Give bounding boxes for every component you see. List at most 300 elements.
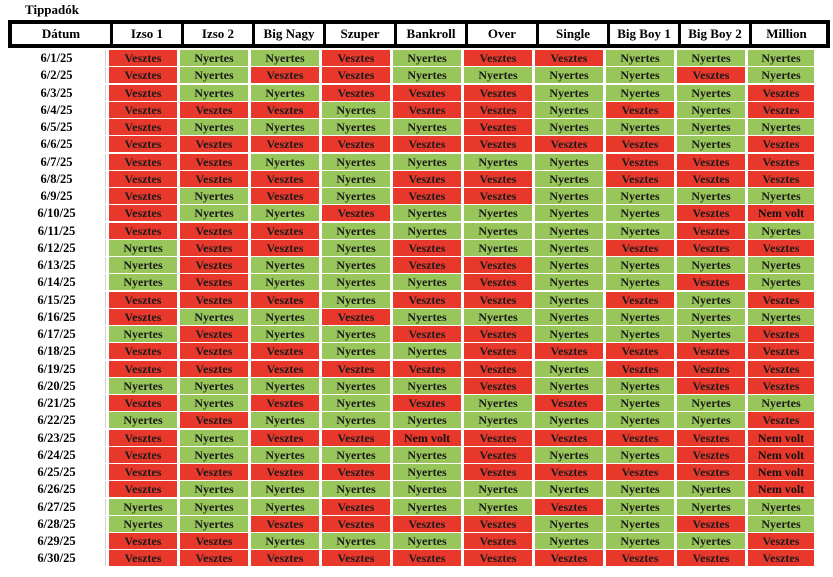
result-cell[interactable]: Vesztes xyxy=(677,447,745,463)
result-cell[interactable]: Vesztes xyxy=(677,343,745,359)
result-cell[interactable]: Vesztes xyxy=(109,481,177,497)
result-cell[interactable]: Nyertes xyxy=(606,67,674,83)
result-cell[interactable]: Nyertes xyxy=(606,223,674,239)
result-cell[interactable]: Nyertes xyxy=(322,326,390,342)
result-cell[interactable]: Nyertes xyxy=(677,481,745,497)
result-cell[interactable]: Vesztes xyxy=(464,274,532,290)
result-cell[interactable]: Vesztes xyxy=(393,361,461,377)
result-cell[interactable]: Vesztes xyxy=(251,171,319,187)
column-header[interactable]: Izso 1 xyxy=(113,24,184,44)
result-cell[interactable]: Vesztes xyxy=(180,102,248,118)
result-cell[interactable]: Vesztes xyxy=(464,188,532,204)
result-cell[interactable]: Nyertes xyxy=(748,223,814,239)
result-cell[interactable]: Vesztes xyxy=(606,343,674,359)
result-cell[interactable]: Vesztes xyxy=(180,326,248,342)
result-cell[interactable]: Nyertes xyxy=(535,257,603,273)
result-cell[interactable]: Nyertes xyxy=(322,119,390,135)
result-cell[interactable]: Vesztes xyxy=(677,154,745,170)
date-cell[interactable]: 6/16/25 xyxy=(8,309,106,325)
result-cell[interactable]: Nyertes xyxy=(251,274,319,290)
result-cell[interactable]: Nyertes xyxy=(109,274,177,290)
result-cell[interactable]: Nyertes xyxy=(464,481,532,497)
result-cell[interactable]: Nyertes xyxy=(677,292,745,308)
result-cell[interactable]: Nyertes xyxy=(606,257,674,273)
result-cell[interactable]: Nyertes xyxy=(109,326,177,342)
result-cell[interactable]: Vesztes xyxy=(322,67,390,83)
result-cell[interactable]: Nem volt xyxy=(748,447,814,463)
result-cell[interactable]: Vesztes xyxy=(109,533,177,549)
result-cell[interactable]: Nyertes xyxy=(606,274,674,290)
result-cell[interactable]: Nyertes xyxy=(535,292,603,308)
date-cell[interactable]: 6/23/25 xyxy=(8,430,106,446)
date-cell[interactable]: 6/22/25 xyxy=(8,412,106,428)
result-cell[interactable]: Nyertes xyxy=(535,412,603,428)
result-cell[interactable]: Vesztes xyxy=(322,136,390,152)
result-cell[interactable]: Vesztes xyxy=(251,223,319,239)
result-cell[interactable]: Nyertes xyxy=(393,499,461,515)
result-cell[interactable]: Nyertes xyxy=(251,50,319,66)
result-cell[interactable]: Nyertes xyxy=(393,343,461,359)
result-cell[interactable]: Nyertes xyxy=(393,50,461,66)
result-cell[interactable]: Vesztes xyxy=(606,292,674,308)
result-cell[interactable]: Nyertes xyxy=(109,240,177,256)
result-cell[interactable]: Nyertes xyxy=(748,257,814,273)
result-cell[interactable]: Vesztes xyxy=(393,188,461,204)
result-cell[interactable]: Nyertes xyxy=(535,378,603,394)
result-cell[interactable]: Nyertes xyxy=(535,154,603,170)
result-cell[interactable]: Vesztes xyxy=(322,499,390,515)
result-cell[interactable]: Vesztes xyxy=(748,550,814,566)
result-cell[interactable]: Nyertes xyxy=(606,205,674,221)
result-cell[interactable]: Vesztes xyxy=(322,361,390,377)
date-cell[interactable]: 6/30/25 xyxy=(8,550,106,566)
result-cell[interactable]: Vesztes xyxy=(251,292,319,308)
result-cell[interactable]: Nyertes xyxy=(535,533,603,549)
result-cell[interactable]: Nyertes xyxy=(322,240,390,256)
result-cell[interactable]: Vesztes xyxy=(109,136,177,152)
result-cell[interactable]: Nyertes xyxy=(677,533,745,549)
result-cell[interactable]: Nyertes xyxy=(748,67,814,83)
result-cell[interactable]: Nyertes xyxy=(180,50,248,66)
result-cell[interactable]: Vesztes xyxy=(464,378,532,394)
result-cell[interactable]: Vesztes xyxy=(109,447,177,463)
result-cell[interactable]: Nyertes xyxy=(251,119,319,135)
result-cell[interactable]: Vesztes xyxy=(109,50,177,66)
result-cell[interactable]: Nyertes xyxy=(677,395,745,411)
result-cell[interactable]: Nyertes xyxy=(109,378,177,394)
result-cell[interactable]: Nyertes xyxy=(464,67,532,83)
result-cell[interactable]: Vesztes xyxy=(748,361,814,377)
result-cell[interactable]: Nyertes xyxy=(677,257,745,273)
result-cell[interactable]: Nyertes xyxy=(322,533,390,549)
result-cell[interactable]: Vesztes xyxy=(393,171,461,187)
result-cell[interactable]: Vesztes xyxy=(748,533,814,549)
result-cell[interactable]: Vesztes xyxy=(393,257,461,273)
result-cell[interactable]: Vesztes xyxy=(251,343,319,359)
result-cell[interactable]: Nyertes xyxy=(322,223,390,239)
result-cell[interactable]: Vesztes xyxy=(464,361,532,377)
result-cell[interactable]: Nyertes xyxy=(322,257,390,273)
result-cell[interactable]: Vesztes xyxy=(535,50,603,66)
result-cell[interactable]: Vesztes xyxy=(748,343,814,359)
result-cell[interactable]: Nyertes xyxy=(748,499,814,515)
result-cell[interactable]: Vesztes xyxy=(322,464,390,480)
result-cell[interactable]: Vesztes xyxy=(393,516,461,532)
result-cell[interactable]: Vesztes xyxy=(464,85,532,101)
result-cell[interactable]: Nyertes xyxy=(322,481,390,497)
result-cell[interactable]: Nem volt xyxy=(393,430,461,446)
column-header[interactable]: Bankroll xyxy=(397,24,468,44)
result-cell[interactable]: Nyertes xyxy=(606,378,674,394)
result-cell[interactable]: Vesztes xyxy=(606,550,674,566)
column-header[interactable]: Big Boy 1 xyxy=(610,24,681,44)
result-cell[interactable]: Vesztes xyxy=(393,240,461,256)
date-cell[interactable]: 6/7/25 xyxy=(8,154,106,170)
result-cell[interactable]: Vesztes xyxy=(748,378,814,394)
result-cell[interactable]: Nyertes xyxy=(251,412,319,428)
result-cell[interactable]: Nyertes xyxy=(393,378,461,394)
result-cell[interactable]: Vesztes xyxy=(748,412,814,428)
result-cell[interactable]: Vesztes xyxy=(393,326,461,342)
date-cell[interactable]: 6/19/25 xyxy=(8,361,106,377)
result-cell[interactable]: Nyertes xyxy=(535,102,603,118)
result-cell[interactable]: Nyertes xyxy=(606,516,674,532)
result-cell[interactable]: Nyertes xyxy=(748,50,814,66)
date-cell[interactable]: 6/2/25 xyxy=(8,67,106,83)
result-cell[interactable]: Vesztes xyxy=(322,309,390,325)
result-cell[interactable]: Nem volt xyxy=(748,205,814,221)
result-cell[interactable]: Vesztes xyxy=(535,550,603,566)
result-cell[interactable]: Nyertes xyxy=(748,395,814,411)
result-cell[interactable]: Vesztes xyxy=(464,516,532,532)
result-cell[interactable]: Vesztes xyxy=(109,343,177,359)
result-cell[interactable]: Vesztes xyxy=(748,136,814,152)
result-cell[interactable]: Vesztes xyxy=(109,188,177,204)
result-cell[interactable]: Nyertes xyxy=(606,188,674,204)
date-cell[interactable]: 6/17/25 xyxy=(8,326,106,342)
result-cell[interactable]: Nyertes xyxy=(677,136,745,152)
result-cell[interactable]: Vesztes xyxy=(677,171,745,187)
result-cell[interactable]: Vesztes xyxy=(677,464,745,480)
date-cell[interactable]: 6/24/25 xyxy=(8,447,106,463)
result-cell[interactable]: Nyertes xyxy=(606,447,674,463)
result-cell[interactable]: Nyertes xyxy=(677,412,745,428)
result-cell[interactable]: Vesztes xyxy=(535,395,603,411)
result-cell[interactable]: Vesztes xyxy=(606,136,674,152)
result-cell[interactable]: Vesztes xyxy=(606,430,674,446)
result-cell[interactable]: Nyertes xyxy=(251,533,319,549)
result-cell[interactable]: Nyertes xyxy=(180,309,248,325)
result-cell[interactable]: Nyertes xyxy=(322,395,390,411)
result-cell[interactable]: Vesztes xyxy=(393,136,461,152)
result-cell[interactable]: Nyertes xyxy=(464,240,532,256)
date-cell[interactable]: 6/20/25 xyxy=(8,378,106,394)
result-cell[interactable]: Vesztes xyxy=(464,550,532,566)
result-cell[interactable]: Vesztes xyxy=(251,361,319,377)
result-cell[interactable]: Vesztes xyxy=(677,516,745,532)
result-cell[interactable]: Vesztes xyxy=(748,292,814,308)
result-cell[interactable]: Nyertes xyxy=(322,274,390,290)
result-cell[interactable]: Nyertes xyxy=(464,205,532,221)
result-cell[interactable]: Nyertes xyxy=(464,223,532,239)
result-cell[interactable]: Nyertes xyxy=(393,481,461,497)
result-cell[interactable]: Nem volt xyxy=(748,464,814,480)
result-cell[interactable]: Nyertes xyxy=(677,188,745,204)
result-cell[interactable]: Vesztes xyxy=(748,154,814,170)
result-cell[interactable]: Vesztes xyxy=(251,430,319,446)
result-cell[interactable]: Vesztes xyxy=(251,67,319,83)
result-cell[interactable]: Nyertes xyxy=(748,309,814,325)
result-cell[interactable]: Vesztes xyxy=(109,464,177,480)
result-cell[interactable]: Vesztes xyxy=(393,102,461,118)
result-cell[interactable]: Nyertes xyxy=(180,378,248,394)
result-cell[interactable]: Vesztes xyxy=(677,361,745,377)
result-cell[interactable]: Vesztes xyxy=(322,205,390,221)
result-cell[interactable]: Nyertes xyxy=(180,67,248,83)
result-cell[interactable]: Vesztes xyxy=(322,50,390,66)
result-cell[interactable]: Vesztes xyxy=(180,550,248,566)
result-cell[interactable]: Nyertes xyxy=(677,50,745,66)
result-cell[interactable]: Vesztes xyxy=(677,274,745,290)
result-cell[interactable]: Vesztes xyxy=(109,154,177,170)
result-cell[interactable]: Nyertes xyxy=(180,447,248,463)
result-cell[interactable]: Nyertes xyxy=(535,188,603,204)
date-cell[interactable]: 6/12/25 xyxy=(8,240,106,256)
column-header[interactable]: Over xyxy=(468,24,539,44)
result-cell[interactable]: Vesztes xyxy=(748,326,814,342)
result-cell[interactable]: Vesztes xyxy=(464,171,532,187)
result-cell[interactable]: Vesztes xyxy=(464,343,532,359)
result-cell[interactable]: Nyertes xyxy=(464,499,532,515)
result-cell[interactable]: Nyertes xyxy=(393,119,461,135)
result-cell[interactable]: Nyertes xyxy=(748,119,814,135)
result-cell[interactable]: Vesztes xyxy=(109,171,177,187)
result-cell[interactable]: Vesztes xyxy=(393,85,461,101)
result-cell[interactable]: Vesztes xyxy=(677,223,745,239)
result-cell[interactable]: Vesztes xyxy=(322,516,390,532)
result-cell[interactable]: Nyertes xyxy=(677,102,745,118)
result-cell[interactable]: Nyertes xyxy=(251,309,319,325)
result-cell[interactable]: Vesztes xyxy=(606,464,674,480)
result-cell[interactable]: Nyertes xyxy=(180,395,248,411)
result-cell[interactable]: Nyertes xyxy=(677,326,745,342)
result-cell[interactable]: Vesztes xyxy=(109,309,177,325)
result-cell[interactable]: Nyertes xyxy=(464,309,532,325)
result-cell[interactable]: Nem volt xyxy=(748,430,814,446)
result-cell[interactable]: Vesztes xyxy=(748,171,814,187)
column-header[interactable]: Big Boy 2 xyxy=(681,24,752,44)
result-cell[interactable]: Nyertes xyxy=(322,102,390,118)
result-cell[interactable]: Nyertes xyxy=(535,447,603,463)
date-cell[interactable]: 6/26/25 xyxy=(8,481,106,497)
date-cell[interactable]: 6/8/25 xyxy=(8,171,106,187)
result-cell[interactable]: Vesztes xyxy=(464,102,532,118)
result-cell[interactable]: Nyertes xyxy=(322,447,390,463)
result-cell[interactable]: Vesztes xyxy=(464,447,532,463)
result-cell[interactable]: Vesztes xyxy=(109,119,177,135)
result-cell[interactable]: Vesztes xyxy=(464,119,532,135)
result-cell[interactable]: Vesztes xyxy=(464,292,532,308)
result-cell[interactable]: Vesztes xyxy=(748,85,814,101)
result-cell[interactable]: Nyertes xyxy=(322,154,390,170)
result-cell[interactable]: Vesztes xyxy=(535,430,603,446)
result-cell[interactable]: Vesztes xyxy=(180,274,248,290)
result-cell[interactable]: Vesztes xyxy=(180,361,248,377)
result-cell[interactable]: Nyertes xyxy=(535,481,603,497)
result-cell[interactable]: Vesztes xyxy=(677,550,745,566)
date-cell[interactable]: 6/5/25 xyxy=(8,119,106,135)
column-header[interactable]: Szuper xyxy=(326,24,397,44)
result-cell[interactable]: Nyertes xyxy=(606,412,674,428)
result-cell[interactable]: Vesztes xyxy=(109,102,177,118)
result-cell[interactable]: Vesztes xyxy=(251,136,319,152)
result-cell[interactable]: Vesztes xyxy=(464,326,532,342)
result-cell[interactable]: Nyertes xyxy=(393,309,461,325)
result-cell[interactable]: Nyertes xyxy=(535,326,603,342)
result-cell[interactable]: Nyertes xyxy=(677,309,745,325)
result-cell[interactable]: Vesztes xyxy=(180,223,248,239)
result-cell[interactable]: Vesztes xyxy=(677,378,745,394)
result-cell[interactable]: Nem volt xyxy=(748,481,814,497)
result-cell[interactable]: Vesztes xyxy=(464,50,532,66)
result-cell[interactable]: Nyertes xyxy=(393,223,461,239)
result-cell[interactable]: Vesztes xyxy=(109,223,177,239)
result-cell[interactable]: Nyertes xyxy=(535,85,603,101)
column-header[interactable]: Izso 2 xyxy=(184,24,255,44)
result-cell[interactable]: Nyertes xyxy=(393,412,461,428)
result-cell[interactable]: Nyertes xyxy=(606,119,674,135)
date-cell[interactable]: 6/15/25 xyxy=(8,292,106,308)
result-cell[interactable]: Vesztes xyxy=(180,154,248,170)
result-cell[interactable]: Nyertes xyxy=(464,412,532,428)
result-cell[interactable]: Nyertes xyxy=(109,412,177,428)
date-cell[interactable]: 6/4/25 xyxy=(8,102,106,118)
result-cell[interactable]: Vesztes xyxy=(606,240,674,256)
date-cell[interactable]: 6/1/25 xyxy=(8,50,106,66)
date-cell[interactable]: 6/14/25 xyxy=(8,274,106,290)
result-cell[interactable]: Nyertes xyxy=(606,50,674,66)
result-cell[interactable]: Vesztes xyxy=(322,550,390,566)
result-cell[interactable]: Vesztes xyxy=(109,292,177,308)
result-cell[interactable]: Nyertes xyxy=(606,395,674,411)
result-cell[interactable]: Vesztes xyxy=(535,499,603,515)
result-cell[interactable]: Nyertes xyxy=(748,274,814,290)
result-cell[interactable]: Nyertes xyxy=(251,205,319,221)
date-cell[interactable]: 6/25/25 xyxy=(8,464,106,480)
result-cell[interactable]: Vesztes xyxy=(251,464,319,480)
result-cell[interactable]: Nyertes xyxy=(180,119,248,135)
result-cell[interactable]: Nyertes xyxy=(109,516,177,532)
result-cell[interactable]: Vesztes xyxy=(393,550,461,566)
date-cell[interactable]: 6/29/25 xyxy=(8,533,106,549)
result-cell[interactable]: Nyertes xyxy=(251,447,319,463)
result-cell[interactable]: Nyertes xyxy=(393,464,461,480)
result-cell[interactable]: Vesztes xyxy=(109,67,177,83)
column-header[interactable]: Single xyxy=(539,24,610,44)
result-cell[interactable]: Nyertes xyxy=(322,188,390,204)
result-cell[interactable]: Nyertes xyxy=(180,205,248,221)
result-cell[interactable]: Vesztes xyxy=(180,136,248,152)
result-cell[interactable]: Vesztes xyxy=(393,395,461,411)
result-cell[interactable]: Nyertes xyxy=(180,481,248,497)
result-cell[interactable]: Nyertes xyxy=(393,67,461,83)
result-cell[interactable]: Nyertes xyxy=(251,154,319,170)
result-cell[interactable]: Vesztes xyxy=(109,550,177,566)
result-cell[interactable]: Vesztes xyxy=(606,154,674,170)
result-cell[interactable]: Nyertes xyxy=(393,447,461,463)
result-cell[interactable]: Vesztes xyxy=(322,85,390,101)
result-cell[interactable]: Vesztes xyxy=(180,533,248,549)
result-cell[interactable]: Nyertes xyxy=(535,274,603,290)
result-cell[interactable]: Vesztes xyxy=(677,205,745,221)
result-cell[interactable]: Nyertes xyxy=(393,154,461,170)
result-cell[interactable]: Vesztes xyxy=(606,171,674,187)
result-cell[interactable]: Nyertes xyxy=(322,378,390,394)
result-cell[interactable]: Vesztes xyxy=(109,395,177,411)
date-cell[interactable]: 6/6/25 xyxy=(8,136,106,152)
result-cell[interactable]: Nyertes xyxy=(535,171,603,187)
date-cell[interactable]: 6/10/25 xyxy=(8,205,106,221)
result-cell[interactable]: Vesztes xyxy=(748,102,814,118)
date-cell[interactable]: 6/21/25 xyxy=(8,395,106,411)
result-cell[interactable]: Nyertes xyxy=(535,516,603,532)
result-cell[interactable]: Vesztes xyxy=(393,292,461,308)
result-cell[interactable]: Vesztes xyxy=(535,136,603,152)
result-cell[interactable]: Nyertes xyxy=(251,257,319,273)
result-cell[interactable]: Vesztes xyxy=(677,430,745,446)
result-cell[interactable]: Vesztes xyxy=(535,464,603,480)
result-cell[interactable]: Nyertes xyxy=(606,326,674,342)
result-cell[interactable]: Nyertes xyxy=(535,119,603,135)
result-cell[interactable]: Vesztes xyxy=(606,361,674,377)
result-cell[interactable]: Vesztes xyxy=(322,430,390,446)
result-cell[interactable]: Nyertes xyxy=(464,154,532,170)
result-cell[interactable]: Nyertes xyxy=(251,85,319,101)
result-cell[interactable]: Nyertes xyxy=(180,85,248,101)
result-cell[interactable]: Nyertes xyxy=(606,85,674,101)
result-cell[interactable]: Nyertes xyxy=(251,378,319,394)
result-cell[interactable]: Vesztes xyxy=(677,67,745,83)
date-cell[interactable]: 6/28/25 xyxy=(8,516,106,532)
date-cell[interactable]: 6/9/25 xyxy=(8,188,106,204)
result-cell[interactable]: Nyertes xyxy=(535,309,603,325)
result-cell[interactable]: Nyertes xyxy=(322,343,390,359)
result-cell[interactable]: Vesztes xyxy=(464,257,532,273)
result-cell[interactable]: Vesztes xyxy=(251,188,319,204)
result-cell[interactable]: Nyertes xyxy=(535,223,603,239)
result-cell[interactable]: Nyertes xyxy=(180,499,248,515)
result-cell[interactable]: Nyertes xyxy=(109,257,177,273)
result-cell[interactable]: Vesztes xyxy=(677,240,745,256)
result-cell[interactable]: Vesztes xyxy=(180,292,248,308)
result-cell[interactable]: Nyertes xyxy=(464,395,532,411)
result-cell[interactable]: Nyertes xyxy=(677,85,745,101)
result-cell[interactable]: Nyertes xyxy=(535,205,603,221)
result-cell[interactable]: Nyertes xyxy=(535,361,603,377)
result-cell[interactable]: Vesztes xyxy=(464,136,532,152)
result-cell[interactable]: Nyertes xyxy=(535,240,603,256)
result-cell[interactable]: Vesztes xyxy=(180,240,248,256)
result-cell[interactable]: Vesztes xyxy=(251,516,319,532)
result-cell[interactable]: Nyertes xyxy=(109,499,177,515)
result-cell[interactable]: Nyertes xyxy=(322,292,390,308)
result-cell[interactable]: Vesztes xyxy=(180,412,248,428)
result-cell[interactable]: Nyertes xyxy=(180,188,248,204)
result-cell[interactable]: Nyertes xyxy=(393,533,461,549)
result-cell[interactable]: Vesztes xyxy=(748,240,814,256)
date-cell[interactable]: 6/27/25 xyxy=(8,499,106,515)
column-header[interactable]: Million xyxy=(766,26,807,41)
